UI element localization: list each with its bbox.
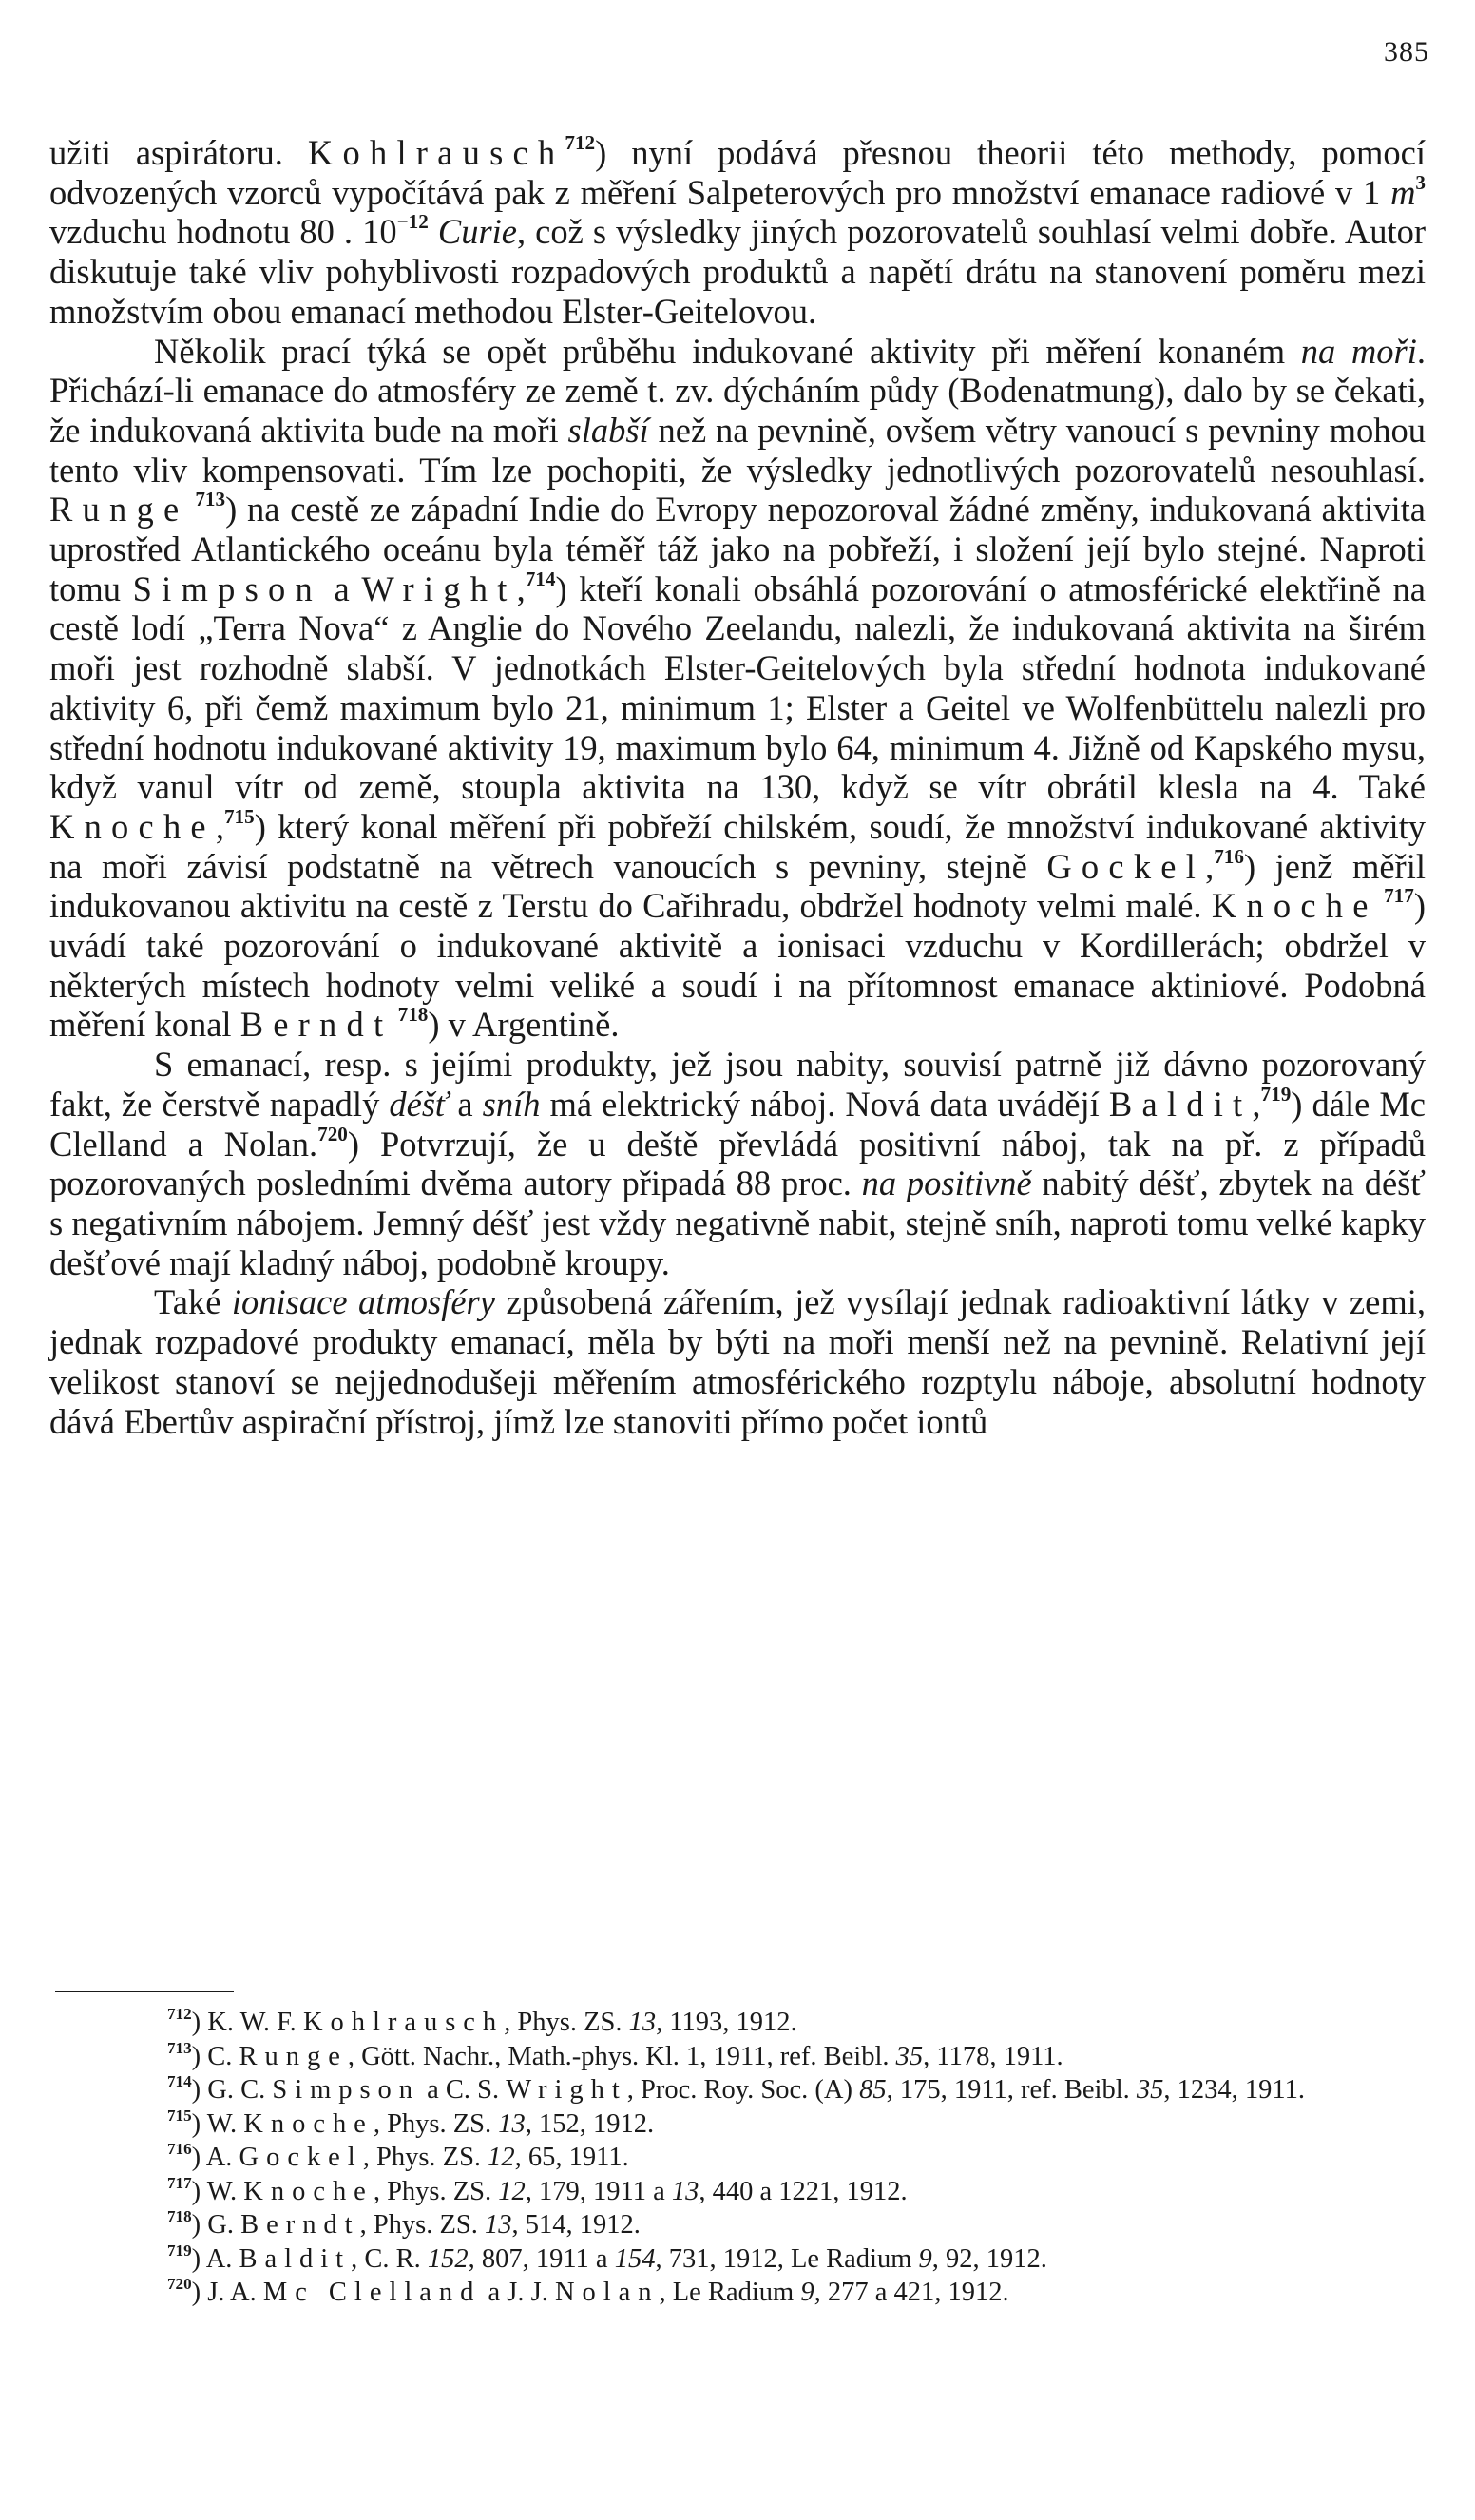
emphasis-text: 13 <box>485 2210 512 2240</box>
footnote <box>49 2040 1426 2074</box>
emphasis-text: 152 <box>427 2243 469 2274</box>
text-run: vzduchu hodnotu 80 . 10 <box>49 212 397 252</box>
text-run: G. <box>207 2210 241 2240</box>
author-name: Knoche <box>1211 886 1378 926</box>
text-run: ) uvádí také pozorování o indukované aktivitě a ionisaci vzduchu v Kordillerách; obdržel v některých místech hodnoty velmi veliké a soudí i na přítomnost emanace aktiniové. Podobná měření konal <box>49 886 1426 1045</box>
footnote-reference: 713 <box>188 488 226 511</box>
text-run <box>429 212 438 251</box>
text-run: , Phys. ZS. <box>373 2108 499 2139</box>
text-run: , <box>1205 846 1215 886</box>
footnote <box>49 2073 1426 2107</box>
emphasis-text: ionisace atmosféry <box>231 1282 495 1322</box>
emphasis-text: na positivně <box>861 1164 1032 1203</box>
author-name: Mc Clelland <box>262 2278 482 2307</box>
emphasis-text: slabší <box>567 410 649 450</box>
author-name: Kohlrausch <box>302 2008 505 2037</box>
footnote-number: 715 <box>167 2106 192 2125</box>
author-name: Nolan <box>554 2278 660 2307</box>
text-run: , 175, 1911, ref. Beibl. <box>886 2075 1137 2105</box>
text-run: , Phys. ZS. <box>373 2176 499 2206</box>
author-name: Runge <box>239 2041 348 2071</box>
author-name: Gockel <box>1046 846 1206 886</box>
text-run: než na pevnině, ovšem větry vanoucí s pevniny mohou tento vliv kompensovati. Tím lze pochopiti, že výsledky jednotlivých pozorovatelů nesouhlasí. <box>49 410 1426 490</box>
text-run: , 152, 1912. <box>525 2108 655 2139</box>
text-run: způsobená zářením, jež vysílají jednak radioaktivní látky v zemi, jednak rozpadové produkty emanací, měla by býti na moři menší než na pevnině. Relativní její velikost stanoví se nejjednodušeji měřením atmosférického rozptylu náboje, absolutní hodnoty dává Ebertův aspirační přístroj, jímž lze stanoviti přímo počet iontů <box>49 1282 1426 1441</box>
paragraph <box>49 133 1426 332</box>
text-run: a C. S. <box>420 2075 507 2105</box>
text-run: nabitý déšť, zbytek na déšť s negativním nábojem. Jemný déšť jest vždy negativně nabit, stejně sníh, naproti tomu velké kapky dešťové mají kladný náboj, podobně kroupy. <box>49 1164 1426 1282</box>
footnote-number: 716 <box>167 2140 192 2159</box>
author-name: Baldit <box>1108 1084 1253 1124</box>
footnote-reference: 715 <box>223 805 255 829</box>
text-run: , 179, 1911 a <box>525 2176 672 2206</box>
text-run: má elektrický náboj. Nová data uvádějí <box>540 1084 1109 1124</box>
text-run: , Phys. ZS. <box>362 2143 488 2172</box>
text-run: A. <box>205 2243 239 2274</box>
footnote-reference: 712 <box>565 131 596 155</box>
author-name: Wright <box>361 568 517 608</box>
emphasis-text: 35 <box>895 2041 924 2071</box>
text-run: , Proc. Roy. Soc. (A) <box>626 2075 860 2105</box>
emphasis-text: 9 <box>800 2278 814 2307</box>
text-run: užiti aspirátoru. <box>49 133 308 172</box>
text-run: W. <box>206 2176 244 2206</box>
author-name: Runge <box>49 490 189 529</box>
footnote-number: 717 <box>167 2173 192 2192</box>
text-run: W. <box>206 2108 244 2139</box>
emphasis-text: 85 <box>859 2075 887 2105</box>
text-run: , 277 a 421, 1912. <box>814 2278 1009 2307</box>
author-name: Knoche <box>243 2176 374 2206</box>
body-text <box>49 133 1426 1441</box>
emphasis-text: 13 <box>671 2176 699 2206</box>
footnote-number: 719 <box>167 2241 192 2260</box>
text-run: G. C. <box>207 2075 273 2105</box>
text-run: J. A. <box>207 2278 263 2307</box>
text-run: . Přichází-li emanace do atmosféry ze země t. zv. dýcháním půdy (Bodenatmung), dalo by se čekati, že indukovaná aktivita bude na moři <box>49 331 1426 450</box>
footnote-number: 713 <box>167 2038 192 2057</box>
author-name: Kohlrausch <box>307 133 565 172</box>
footnote-reference: 714 <box>525 567 556 590</box>
footnote-reference: 3 <box>1415 170 1426 194</box>
footnote-reference: 718 <box>393 1003 429 1027</box>
text-run: ) kteří konali obsáhlá pozorování o atmosférické elektřině na cestě lodí „Terra Nova“ z Anglie do Nového Zeelandu, nalezli, že indukovaná aktivita na širém moři jest rozhodně slabší. V jednotkách Elster-Geitelových byla střední hodnota indukované aktivity 6, při čemž maximum bylo 21, minimum 1; Elster a Geitel ve Wolfenbüttelu nalezli pro střední hodnotu indukované aktivity 19, maximum bylo 64, minimum 4. Jižně od Kapského mysu, když vanul vítr od země, stoupla aktivita na 130, když se vítr obrátil klesla na 4. Také <box>49 568 1426 807</box>
page-number: 385 <box>1384 36 1429 67</box>
paragraph <box>49 332 1426 1046</box>
footnote <box>49 2276 1426 2310</box>
text-run: a <box>448 1084 483 1124</box>
text-run: ) který konal měření při pobřeží chilském, soudí, že množství indukované aktivity na moři závisí podstatně na větrech vanoucích s pevniny, stejně <box>49 806 1426 886</box>
footnote-reference: 719 <box>1260 1083 1292 1106</box>
text-run: , <box>215 806 224 846</box>
emphasis-text: 13 <box>498 2108 526 2139</box>
text-run: ) dále Mc Clelland a Nolan. <box>49 1084 1426 1164</box>
footnote-marker: ) <box>191 2278 208 2307</box>
text-run: , 731, 1912, Le Radium <box>655 2243 919 2274</box>
author-name: Wright <box>506 2075 627 2105</box>
text-run: Několik prací týká se opět průběhu indukované aktivity při měření konaném <box>154 331 1301 371</box>
text-run: ) Potvrzují, že u deště převládá positivní náboj, tak na př. z případů pozorovaných posledními dvěma autory připadá 88 proc. <box>49 1124 1427 1203</box>
text-run: S emanací, resp. s jejími produkty, jež jsou nabity, souvisí patrně již dávno pozorovaný fakt, že čerstvě napadlý <box>49 1045 1426 1124</box>
text-run: a J. J. <box>481 2278 555 2307</box>
footnote-marker: ) <box>191 2143 206 2172</box>
footnote-marker: ) <box>191 2041 208 2071</box>
emphasis-text: sníh <box>482 1084 541 1124</box>
text-run: A. <box>205 2143 239 2172</box>
text-run: , 65, 1911. <box>514 2143 629 2172</box>
text-run: , 92, 1912. <box>931 2243 1047 2274</box>
emphasis-text: 154 <box>614 2243 656 2274</box>
author-name: Baldit <box>239 2243 352 2274</box>
text-run: , 514, 1912. <box>511 2210 641 2240</box>
footnote <box>49 2242 1426 2277</box>
emphasis-text: 9 <box>918 2243 932 2274</box>
emphasis-text: 12 <box>488 2143 515 2172</box>
footnote-number: 712 <box>167 2005 192 2024</box>
text-run: , 1178, 1911. <box>923 2041 1063 2071</box>
emphasis-text: m <box>1390 172 1416 212</box>
author-name: Berndt <box>239 1005 393 1045</box>
emphasis-text: déšť <box>389 1084 449 1124</box>
text-run: , Le Radium <box>659 2278 801 2307</box>
text-run: , Phys. ZS. <box>504 2008 629 2037</box>
footnote <box>49 2141 1426 2175</box>
footnote-separator <box>55 1991 234 1992</box>
footnote <box>49 2006 1426 2040</box>
text-run: K. W. F. <box>207 2008 303 2037</box>
author-name: Simpson <box>132 568 322 608</box>
footnote-number: 718 <box>167 2207 192 2226</box>
footnote-number: 720 <box>167 2275 192 2294</box>
footnote-marker: ) <box>191 2075 208 2105</box>
footnote <box>49 2208 1426 2242</box>
footnote-number: 714 <box>167 2072 192 2091</box>
text-run: ) nyní podává přesnou theorii této methody, pomocí odvozených vzorců vypočítává pak z měření Salpeterových pro množství emanace radiové v 1 <box>49 133 1426 212</box>
footnote-marker: ) <box>191 2243 206 2274</box>
text-run: , 440 a 1221, 1912. <box>699 2176 908 2206</box>
footnote-marker: ) <box>191 2210 208 2240</box>
text-run: , což s výsledky jiných pozorovatelů souhlasí velmi dobře. Autor diskutuje také vliv pohyblivosti rozpadových produktů a napětí drátu na stanovení poměru mezi množstvím obou emanací methodou Elster-Geitelovou. <box>49 212 1427 331</box>
author-name: Knoche <box>243 2108 374 2139</box>
text-run: a <box>321 568 362 608</box>
text-run: ) jenž měřil indukovanou aktivitu na cestě z Terstu do Cařihradu, obdržel hodnoty velmi malé. <box>49 846 1426 926</box>
text-run: C. <box>207 2041 239 2071</box>
paragraph <box>49 1045 1426 1282</box>
footnote-reference: 720 <box>317 1122 348 1145</box>
text-run: , Phys. ZS. <box>359 2210 486 2240</box>
author-name: Gockel <box>239 2143 363 2172</box>
footnote-reference: −12 <box>396 210 429 234</box>
emphasis-text: Curie <box>437 212 517 252</box>
text-run: , Gött. Nachr., Math.-phys. Kl. 1, 1911, ref. Beibl. <box>347 2041 896 2071</box>
paragraph <box>49 1282 1426 1441</box>
footnote-reference: 716 <box>1214 844 1244 868</box>
footnote <box>49 2107 1426 2142</box>
text-run: , 807, 1911 a <box>468 2243 615 2274</box>
author-name: Berndt <box>240 2210 360 2240</box>
footnotes <box>49 2006 1426 2310</box>
emphasis-text: na moři <box>1300 331 1417 371</box>
text-run: , 1234, 1911. <box>1163 2075 1305 2105</box>
footnote-reference: 717 <box>1377 884 1414 908</box>
emphasis-text: 13 <box>628 2008 657 2037</box>
author-name: Knoche <box>49 806 216 846</box>
text-run: Také <box>154 1282 232 1322</box>
text-run: , <box>516 568 526 608</box>
author-name: Simpson <box>272 2075 420 2105</box>
text-run: , 1193, 1912. <box>656 2008 797 2037</box>
text-run: ) v Argentině. <box>428 1005 620 1045</box>
footnote-marker: ) <box>191 2108 207 2139</box>
footnote-marker: ) <box>191 2008 208 2037</box>
emphasis-text: 35 <box>1136 2075 1164 2105</box>
text-run: , <box>1252 1084 1261 1124</box>
text-run: ) na cestě ze západní Indie do Evropy nepozoroval žádné změny, indukovaná aktivita uprostřed Atlantického oceánu byla téměř táž jako na pobřeží, i složení její bylo stejné. Naproti tomu <box>49 490 1426 608</box>
footnote-marker: ) <box>191 2176 207 2206</box>
emphasis-text: 12 <box>498 2176 526 2206</box>
text-run: , C. R. <box>351 2243 428 2274</box>
footnote <box>49 2175 1426 2209</box>
